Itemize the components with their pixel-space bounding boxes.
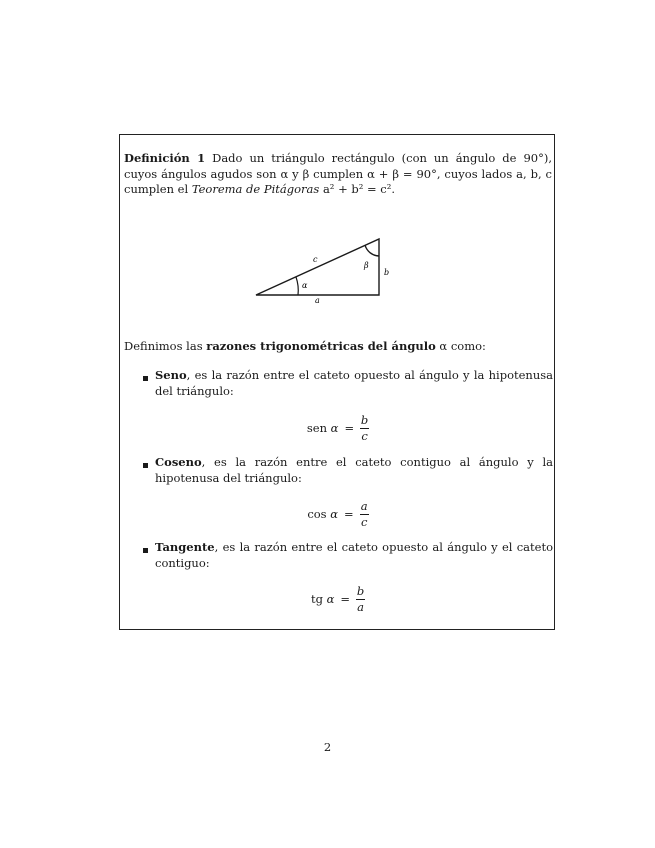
item-term: Coseno [155,455,202,469]
formula-func: sen [306,421,328,435]
label-alpha: α [302,281,308,290]
bullet-icon [143,548,148,553]
definition-text: Dado un triángulo rectángulo (con un ángulo de 90°), cuyos ángulos agudos son α y β cumplen α + β = 90°, cuyos lados a, b, c cumplen el [124,151,552,196]
item-term: Seno [155,368,187,382]
denominator: c [360,514,368,529]
formula-func: tg [310,592,323,606]
label-beta: β [364,261,369,270]
item-term: Tangente [155,540,215,554]
fraction [360,500,369,529]
formula-seno [120,411,556,445]
list-item-coseno [155,455,553,486]
formula-lhs [307,421,339,435]
intro-bold: razones trigonométricas del ángulo [206,339,436,353]
triangle-shape [256,239,379,295]
page-number: 2 [323,740,332,754]
item-desc: , es la razón entre el cateto opuesto al ángulo y el cateto contiguo: [155,540,553,570]
theorem-name: Teorema de Pitágoras [191,182,320,196]
intro-text-b: α como: [435,339,486,353]
alpha-arc [296,277,298,295]
formula-var: α [326,592,335,606]
formula-coseno [120,497,556,531]
formula-func: cos [307,507,327,521]
intro-text-a: Definimos las [124,339,207,353]
formula-var: α [330,507,339,521]
beta-arc [365,245,379,256]
pythagoras-formula: a² + b² = c². [319,182,395,196]
formula-eq: = [340,592,351,606]
item-desc: , es la razón entre el cateto contiguo al ángulo y la hipotenusa del triángulo: [155,455,553,485]
fraction [360,414,369,443]
definition-box [119,134,555,630]
formula-lhs [307,507,338,521]
list-item-tangente [155,540,553,571]
formula-eq: = [344,421,355,435]
list-item-seno [155,368,553,399]
formula-var: α [330,421,339,435]
numerator: b [360,412,369,427]
label-a: a [315,296,320,305]
definition-label: Definición 1 [124,151,206,165]
denominator: c [361,428,368,443]
label-c: c [313,255,318,264]
denominator: a [357,599,364,614]
label-b: b [384,268,390,277]
numerator: b [356,583,365,598]
formula-lhs [311,592,334,606]
fraction [356,585,365,614]
numerator: a [360,498,368,513]
formula-tangente [120,582,556,616]
bullet-icon [143,376,148,381]
bullet-icon [143,463,148,468]
formula-eq: = [344,507,354,521]
intro-paragraph [124,339,552,354]
item-desc: , es la razón entre el cateto opuesto al ángulo y la hipotenusa del triángulo: [155,368,553,398]
